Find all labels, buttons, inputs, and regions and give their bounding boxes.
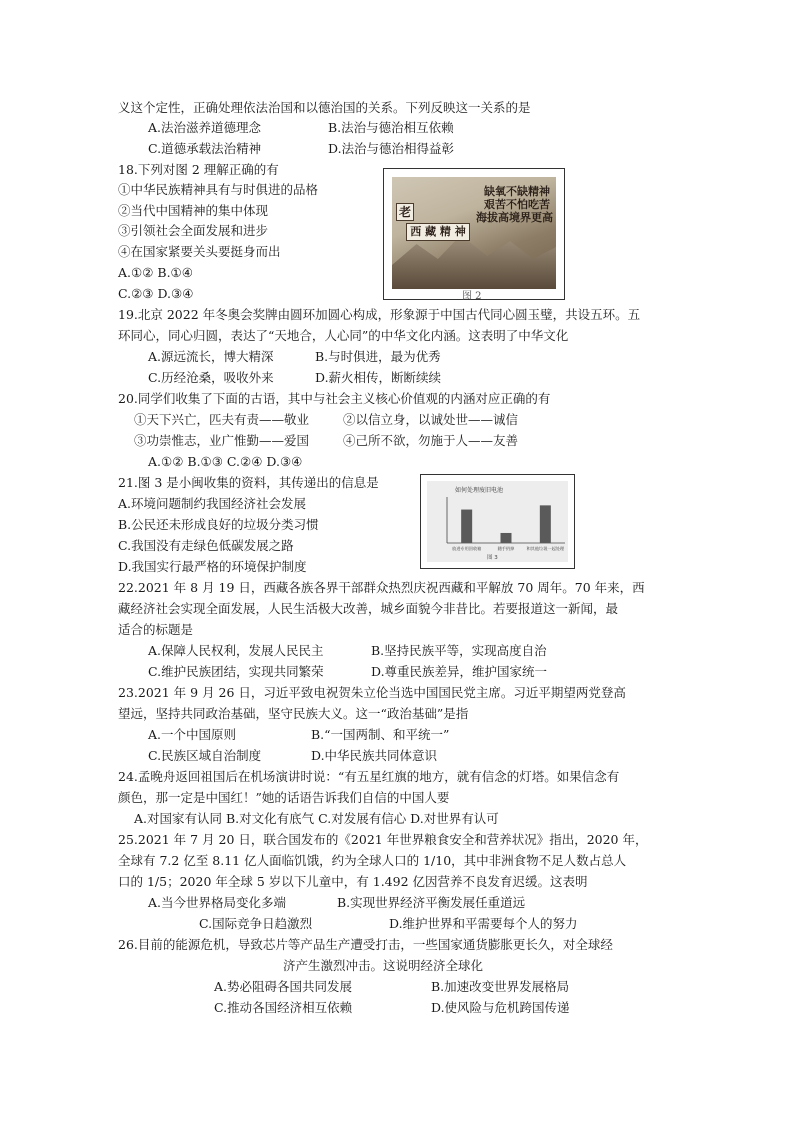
q25-option-c: C.国际竞争日趋激烈 (199, 916, 313, 931)
q19-option-c: C.历经沧桑，吸收外来 (148, 370, 274, 385)
q20-options: A.①② B.①③ C.②④ D.③④ (148, 454, 303, 469)
q24-stem-line-1: 24.孟晚舟返回祖国后在机场演讲时说：“有五星红旗的地方，就有信念的灯塔。如果信念有 (118, 769, 620, 784)
q26-option-c: C.推动各国经济相互依赖 (214, 1000, 353, 1015)
q18-item-2: ②当代中国精神的集中体现 (118, 203, 269, 218)
chart-category-label: 和其他垃圾一起处理 (526, 546, 565, 551)
q25-stem-line-2: 全球有 7.2 亿至 8.11 亿人面临饥饿，约为全球人口的 1/10，其中非洲食物不足人数占总人 (118, 853, 627, 868)
q23-stem-line-2: 望远，坚持共同政治基础，坚守民族大义。这一“政治基础”是指 (118, 706, 469, 721)
q21-option-d: D.我国实行最严格的环境保护制度 (118, 559, 307, 574)
q23-option-c: C.民族区域自治制度 (148, 748, 262, 763)
chart-bar (501, 533, 512, 543)
q20-item-3: ③功崇惟志，业广惟勤——爱国 (134, 433, 310, 448)
q24-stem-line-2: 颜色，那一定是中国红！”她的话语告诉我们自信的中国人要 (118, 790, 450, 805)
q17-option-d: D.法治与德治相得益彰 (328, 141, 455, 156)
q20-item-4: ④己所不欲，勿施于人——友善 (343, 433, 519, 448)
q18-stem: 18.下列对图 2 理解正确的有 (118, 162, 279, 177)
q18-item-4: ④在国家紧要关头要挺身而出 (118, 244, 281, 259)
q22-stem-line-2: 藏经济社会实现全面发展，人民生活极大改善，城乡面貌今非昔比。若要报道这一新闻，最 (118, 601, 619, 616)
figure-3 (420, 474, 575, 569)
q19-option-d: D.薪火相传，断断续续 (315, 370, 442, 385)
figure-2-slogan-3: 海拔高境界更高 (476, 211, 553, 224)
q19-stem-line-1: 19.北京 2022 年冬奥会奖牌由圆环加圆心构成，形象源于中国古代同心圆玉璧，共设五环。五 (118, 307, 641, 322)
q21-stem: 21.图 3 是小闽收集的资料，其传递出的信息是 (118, 475, 379, 490)
q26-option-b: B.加速改变世界发展格局 (431, 979, 570, 994)
q22-stem-line-1: 22.2021 年 8 月 19 日，西藏各族各界干部群众热烈庆祝西藏和平解放 70 周年。70 年来，西 (118, 580, 645, 595)
figure-2-slogan-1: 缺氧不缺精神 (484, 185, 550, 198)
q17-option-c: C.道德承载法治精神 (148, 141, 262, 156)
q24-options: A.对国家有认同 B.对文化有底气 C.对发展有信心 D.对世界有认可 (134, 811, 499, 826)
q21-option-c: C.我国没有走绿色低碳发展之路 (118, 538, 294, 553)
q23-option-d: D.中华民族共同体意识 (311, 748, 438, 763)
q25-stem-line-1: 25.2021 年 7 月 20 日，联合国发布的《2021 年世界粮食安全和营养状况》指出，2020 年， (118, 832, 648, 847)
q22-option-a: A.保障人民权利，发展人民民主 (148, 643, 324, 658)
chart-title: 如何处理废旧电池 (455, 487, 504, 494)
q22-option-b: B.坚持民族平等，实现高度自治 (371, 643, 547, 658)
q26-option-a: A.势必阻碍各国共同发展 (214, 979, 353, 994)
figure-2-caption: 图 2 (462, 291, 482, 302)
figure-2-label-xizang: 西 藏 精 神 (406, 223, 470, 241)
q25-option-d: D.维护世界和平需要每个人的努力 (389, 916, 578, 931)
q21-option-b: B.公民还未形成良好的垃圾分类习惯 (118, 517, 319, 532)
q18-options-row-2: C.②③ D.③④ (118, 286, 194, 301)
q19-stem-line-2: 环同心，同心归圆，表达了“天地合，人心同”的中华文化内涵。这表明了中华文化 (118, 328, 569, 343)
q26-stem-line-1: 26.目前的能源危机，导致芯片等产品生产遭受打击，一些国家通货膨胀更长久，对全球经 (118, 937, 613, 952)
q17-option-b: B.法治与德治相互依赖 (328, 120, 454, 135)
q25-option-a: A.当今世界格局变化多端 (148, 895, 287, 910)
q26-stem-line-2: 济产生激烈冲击。这说明经济全球化 (283, 958, 484, 973)
q22-option-d: D.尊重民族差异，维护国家统一 (371, 664, 548, 679)
chart-category-label: 随手扔掉 (497, 546, 515, 551)
q23-option-b: B.“一国两制、和平统一” (311, 727, 450, 742)
q22-option-c: C.维护民族团结，实现共同繁荣 (148, 664, 324, 679)
q20-item-1: ①天下兴亡，匹夫有责——敬业 (134, 412, 310, 427)
q20-item-2: ②以信立身，以诚处世——诚信 (343, 412, 519, 427)
q23-option-a: A.一个中国原则 (148, 727, 237, 742)
q19-option-a: A.源远流长，博大精深 (148, 349, 274, 364)
chart-caption: 图 3 (487, 555, 498, 561)
q18-item-1: ①中华民族精神具有与时俱进的品格 (118, 182, 319, 197)
q18-item-3: ③引领社会全面发展和进步 (118, 223, 269, 238)
q20-stem: 20.同学们收集了下面的古语，其中与社会主义核心价值观的内涵对应正确的有 (118, 391, 551, 406)
q23-stem-line-1: 23.2021 年 9 月 26 日，习近平致电祝贺朱立伦当选中国国民党主席。习近平期望两党登高 (118, 685, 626, 700)
q21-option-a: A.环境问题制约我国经济社会发展 (118, 496, 307, 511)
figure-2 (383, 168, 565, 300)
chart-category-label: 放进专用回收箱 (452, 546, 482, 551)
q17-stem-line: 义这个定性，正确处理依法治国和以德治国的关系。下列反映这一关系的是 (118, 100, 531, 115)
figure-2-slogan-2: 艰苦不怕吃苦 (484, 198, 550, 211)
figure-2-label-lao: 老 (396, 203, 414, 221)
q22-stem-line-3: 适合的标题是 (118, 622, 194, 637)
q25-option-b: B.实现世界经济平衡发展任重道远 (337, 895, 526, 910)
figure-2-photo (392, 177, 556, 289)
q17-option-a: A.法治滋养道德理念 (148, 120, 262, 135)
figure-3-chart (421, 475, 574, 568)
q18-options-row-1: A.①② B.①④ (118, 265, 193, 280)
q19-option-b: B.与时俱进，最为优秀 (315, 349, 441, 364)
q25-stem-line-3: 口的 1/5；2020 年全球 5 岁以下儿童中，有 1.492 亿因营养不良发育迟缓。这表明 (118, 874, 588, 889)
chart-bar (461, 510, 472, 543)
q26-option-d: D.使风险与危机跨国传递 (431, 1000, 570, 1015)
chart-bar (540, 505, 551, 543)
